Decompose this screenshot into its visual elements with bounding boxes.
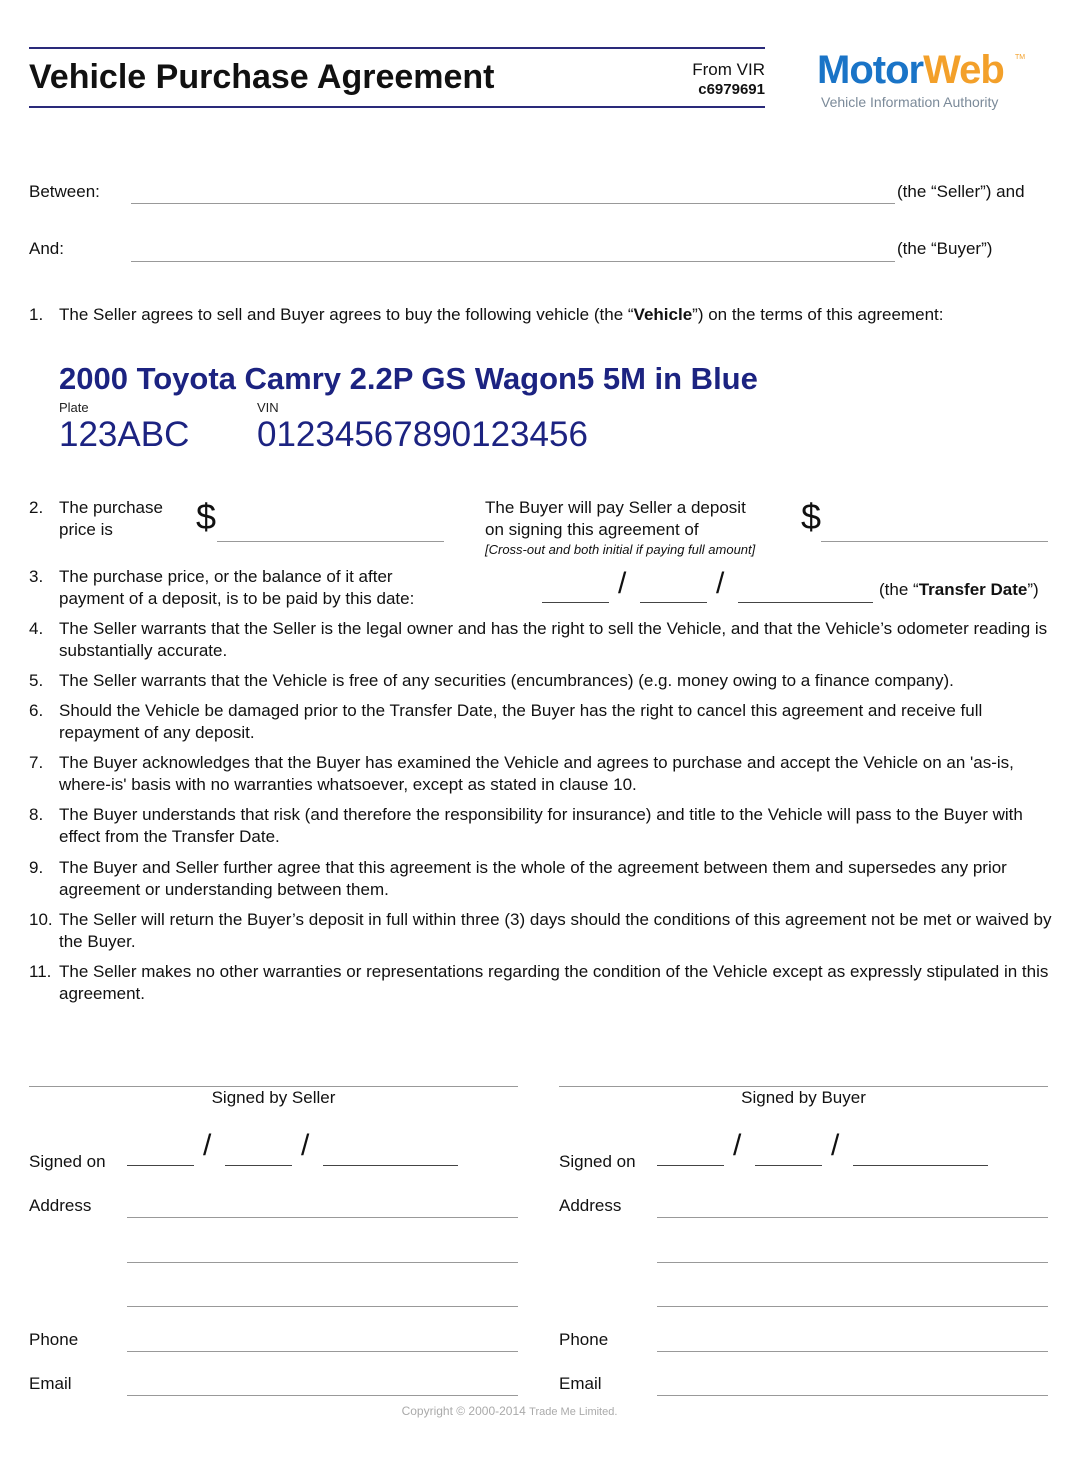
deposit-amount-field[interactable] <box>821 541 1048 542</box>
copyright-text: Copyright © 2000-2014 <box>401 1404 526 1418</box>
clause-number: 8. <box>29 805 44 824</box>
plate-label: Plate <box>59 400 89 415</box>
buyer-phone-label: Phone <box>559 1330 609 1349</box>
buyer-sign-day-field[interactable] <box>657 1165 724 1166</box>
clause-text: The Buyer and Seller further agree that this agreement is the whole of the agreement between them and supersedes any prior agreement or understanding between them. <box>59 858 1007 899</box>
seller-phone-field[interactable] <box>127 1351 518 1352</box>
buyer-signature-caption: Signed by Buyer <box>741 1088 866 1107</box>
buyer-email-label: Email <box>559 1374 602 1393</box>
price-label-line2: price is <box>59 520 113 539</box>
copyright-company: Trade Me Limited. <box>529 1406 618 1418</box>
logo-web-text: Web <box>923 48 1004 92</box>
clause-text: The Buyer acknowledges that the Buyer has examined the Vehicle and agrees to purchase and accept the Vehicle on an 'as-is, where-is' basis with no warranties whatsoever, except as stated in clause 10. <box>59 753 1014 794</box>
buyer-address-field-2[interactable] <box>657 1262 1048 1263</box>
clause-3-line2: payment of a deposit, is to be paid by this date: <box>59 589 415 608</box>
clause-1-vehicle-term: Vehicle <box>633 305 693 324</box>
transfer-date-term: Transfer Date <box>918 580 1028 599</box>
deposit-dollar-sign: $ <box>801 496 822 537</box>
vir-code: c6979691 <box>698 81 765 98</box>
seller-suffix: (the “Seller”) and <box>897 182 1025 201</box>
clause-number: 10. <box>29 910 53 929</box>
from-vir-label: From VIR <box>692 60 765 79</box>
clause-number: 7. <box>29 753 44 772</box>
page-title: Vehicle Purchase Agreement <box>29 58 495 96</box>
seller-phone-label: Phone <box>29 1330 79 1349</box>
buyer-suffix: (the “Buyer”) <box>897 239 993 258</box>
buyer-phone-field[interactable] <box>657 1351 1048 1352</box>
date-slash: / <box>831 1129 840 1162</box>
seller-email-label: Email <box>29 1374 72 1393</box>
header-bottom-rule <box>29 106 765 108</box>
logo-motor-text: Motor <box>817 48 924 92</box>
seller-address-field-1[interactable] <box>127 1217 518 1218</box>
vehicle-description: 2000 Toyota Camry 2.2P GS Wagon5 5M in Blue <box>59 361 758 396</box>
clause-number: 11. <box>29 962 52 981</box>
seller-signed-on-label: Signed on <box>29 1152 106 1171</box>
deposit-label-line1: The Buyer will pay Seller a deposit <box>485 498 746 517</box>
seller-name-field[interactable] <box>131 203 895 204</box>
clause-1-text-start: The Seller agrees to sell and Buyer agrees to buy the following vehicle (the “ <box>59 305 634 324</box>
transfer-date-label-end: ”) <box>1027 580 1039 599</box>
clause-text: Should the Vehicle be damaged prior to the Transfer Date, the Buyer has the right to cancel this agreement and receive full repayment of any deposit. <box>59 701 983 742</box>
buyer-address-field-1[interactable] <box>657 1217 1048 1218</box>
logo-tagline: Vehicle Information Authority <box>821 94 999 110</box>
clause-number: 9. <box>29 858 44 877</box>
seller-sign-day-field[interactable] <box>127 1165 194 1166</box>
plate-value: 123ABC <box>59 415 190 454</box>
clause-text: The Seller warrants that the Vehicle is free of any securities (encumbrances) (e.g. money owing to a finance company). <box>59 671 954 690</box>
transfer-date-label-start: (the “ <box>879 580 919 599</box>
clause-number: 2. <box>29 498 44 517</box>
clause-3-line1: The purchase price, or the balance of it after <box>59 567 393 586</box>
seller-sign-year-field[interactable] <box>323 1165 458 1166</box>
seller-address-field-2[interactable] <box>127 1262 518 1263</box>
date-slash: / <box>203 1129 212 1162</box>
price-label-line1: The purchase <box>59 498 163 517</box>
vin-label: VIN <box>257 400 279 415</box>
clause-text: The Seller makes no other warranties or representations regarding the condition of the Vehicle except as expressly stipulated in this agreement. <box>59 962 1049 1003</box>
header-top-rule <box>29 47 765 49</box>
between-label: Between: <box>29 182 100 201</box>
date-slash: / <box>733 1129 742 1162</box>
clause-text: The Buyer understands that risk (and therefore the responsibility for insurance) and title to the Vehicle will pass to the Buyer with effect from the Transfer Date. <box>59 805 1023 846</box>
clause-number: 4. <box>29 619 44 638</box>
and-label: And: <box>29 239 64 258</box>
transfer-date-label <box>879 579 1039 601</box>
seller-email-field[interactable] <box>127 1395 518 1396</box>
clause-1-text-end: ”) on the terms of this agreement: <box>692 305 944 324</box>
vin-value: 01234567890123456 <box>257 415 588 454</box>
date-slash: / <box>301 1129 310 1162</box>
date-slash: / <box>716 567 725 600</box>
buyer-signed-on-label: Signed on <box>559 1152 636 1171</box>
date-slash: / <box>618 567 627 600</box>
seller-address-label: Address <box>29 1196 92 1215</box>
buyer-address-label: Address <box>559 1196 622 1215</box>
clause-number: 6. <box>29 701 44 720</box>
motorweb-logo <box>817 48 1004 93</box>
deposit-label-line2: on signing this agreement of <box>485 520 699 539</box>
clause-1-text <box>59 304 944 326</box>
transfer-year-field[interactable] <box>738 602 873 603</box>
clause-text: The Seller will return the Buyer’s deposit in full within three (3) days should the conditions of this agreement not be met or waived by the Buyer. <box>59 910 1052 951</box>
buyer-name-field[interactable] <box>131 261 895 262</box>
buyer-sign-year-field[interactable] <box>853 1165 988 1166</box>
logo-trademark: TM <box>1015 54 1026 61</box>
transfer-month-field[interactable] <box>640 602 707 603</box>
seller-address-field-3[interactable] <box>127 1306 518 1307</box>
clause-number: 3. <box>29 567 44 586</box>
clause-number: 1. <box>29 305 44 324</box>
buyer-email-field[interactable] <box>657 1395 1048 1396</box>
clause-text: The Seller warrants that the Seller is the legal owner and has the right to sell the Vehicle, and that the Vehicle’s odometer reading is substantially accurate. <box>59 619 1048 660</box>
buyer-address-field-3[interactable] <box>657 1306 1048 1307</box>
buyer-sign-month-field[interactable] <box>755 1165 822 1166</box>
seller-signature-caption: Signed by Seller <box>211 1088 336 1107</box>
copyright-footer <box>0 1404 1019 1418</box>
transfer-day-field[interactable] <box>542 602 609 603</box>
seller-sign-month-field[interactable] <box>225 1165 292 1166</box>
clause-number: 5. <box>29 671 44 690</box>
deposit-note: [Cross-out and both initial if paying full amount] <box>485 542 756 557</box>
price-dollar-sign: $ <box>196 496 217 537</box>
purchase-price-field[interactable] <box>217 541 444 542</box>
